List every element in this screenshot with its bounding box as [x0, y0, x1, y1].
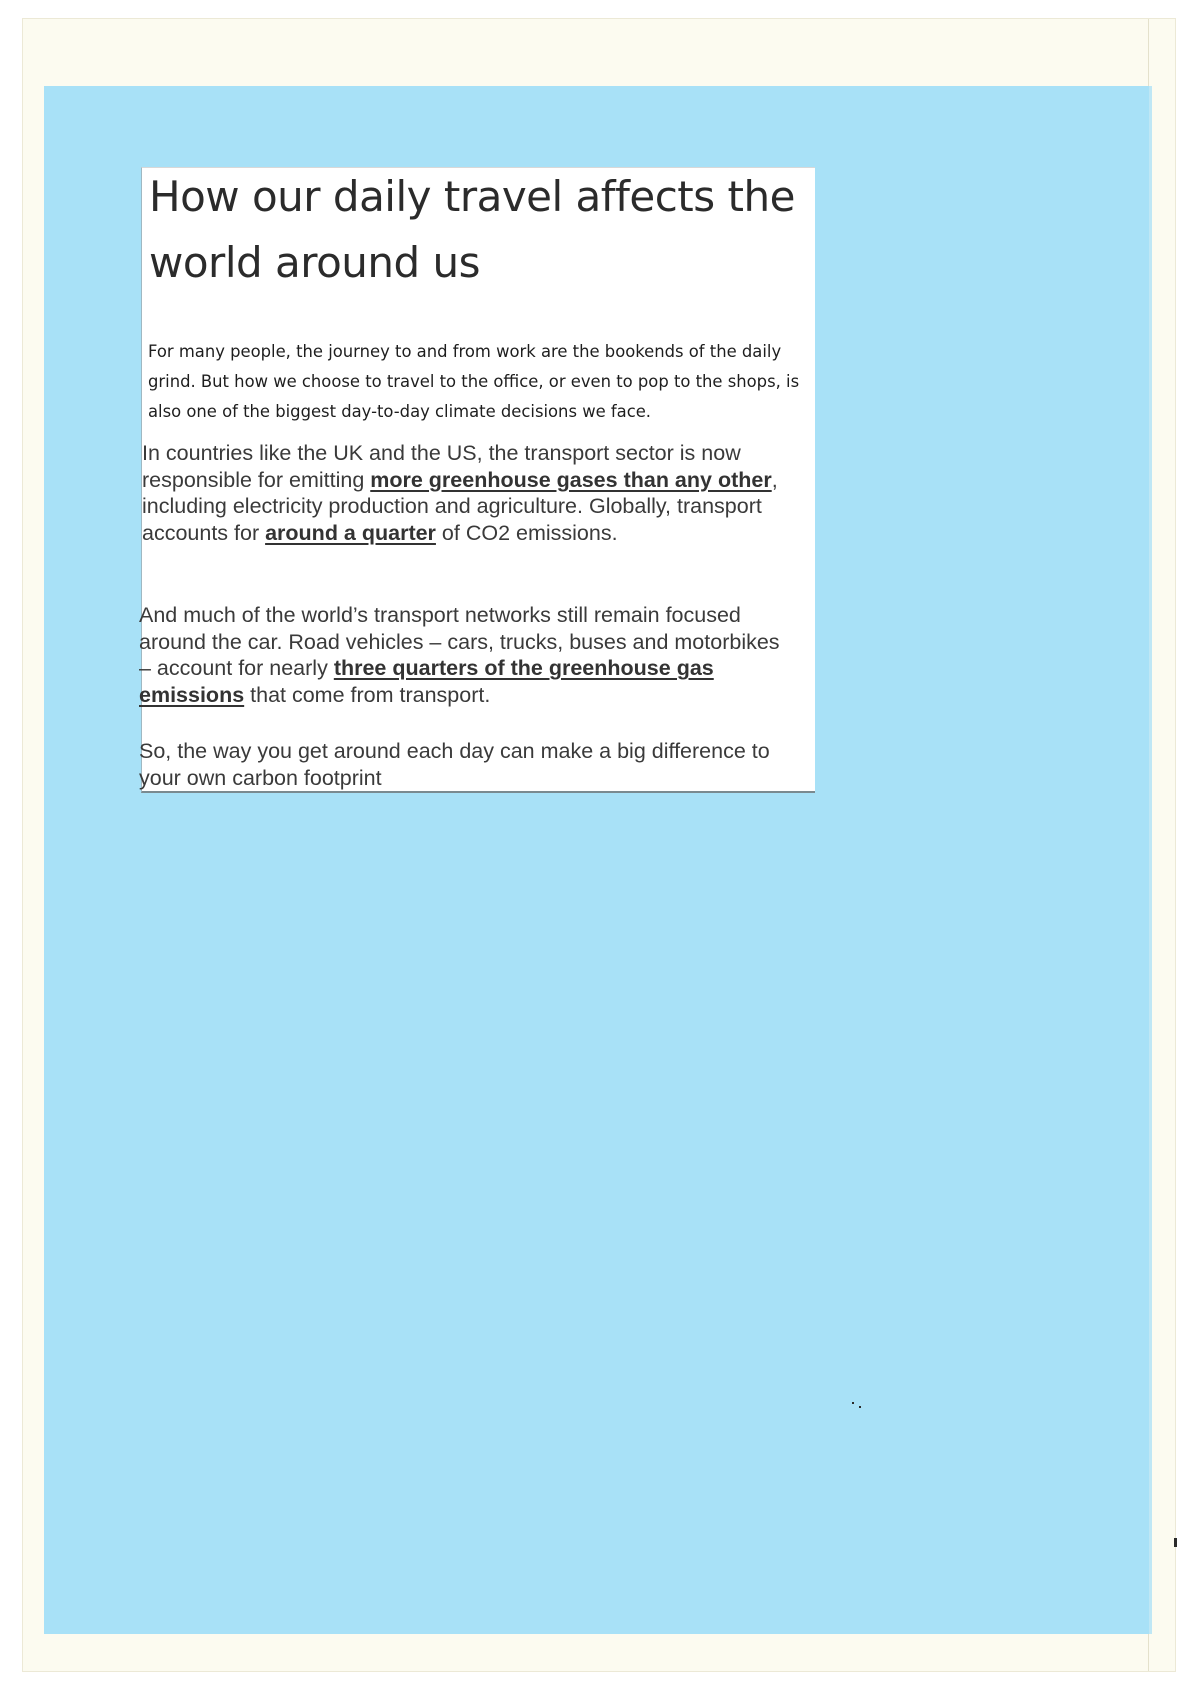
article-clipping	[141, 167, 815, 793]
paragraph-text: And much of the world’s transport networks still remain focused around the car. Road vehicles – cars, trucks, buses and motorbikes – account for nearly	[139, 603, 780, 680]
stray-dot	[859, 1406, 861, 1408]
paragraph-transport-sector	[142, 440, 792, 546]
around-a-quarter-link[interactable]: around a quarter	[265, 520, 436, 545]
greenhouse-gases-link[interactable]: more greenhouse gases than any other	[370, 467, 772, 492]
paragraph-text: , including electricity production and agriculture. Globally, transport accounts for	[142, 467, 778, 545]
paragraph-text: that come from transport.	[244, 682, 491, 707]
stray-mark	[1174, 1538, 1177, 1547]
paragraph-carbon-footprint: So, the way you get around each day can make a big difference to your own carbon footprint	[139, 739, 770, 790]
stray-dot	[852, 1402, 854, 1404]
paragraph-text: of CO2 emissions.	[435, 520, 618, 545]
three-quarters-link[interactable]: three quarters of the greenhouse gas emissions	[139, 656, 714, 707]
article-intro: For many people, the journey to and from work are the bookends of the daily grind. But how we choose to travel to the office, or even to pop to the shops, is also one of the biggest day-to-day climate decisions we face.	[148, 342, 800, 421]
paragraph-road-vehicles	[139, 602, 789, 708]
paragraph-text: In countries like the UK and the US, the transport sector is now responsible for emitting	[142, 441, 741, 492]
article-title: How our daily travel affects the world around us	[149, 172, 795, 287]
